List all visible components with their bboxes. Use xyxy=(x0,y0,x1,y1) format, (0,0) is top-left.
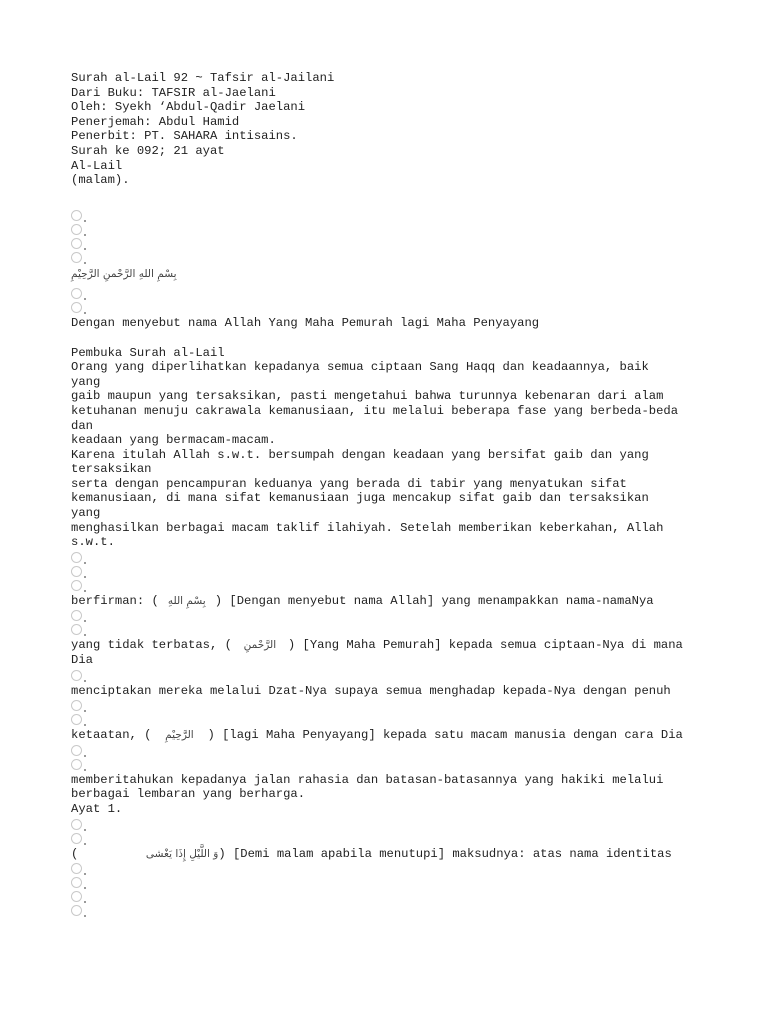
tafsir-text: ) [Yang Maha Pemurah] kepada semua ciptaan-Nya di mana xyxy=(287,638,683,653)
ayat-label: Ayat 1. xyxy=(71,802,123,816)
arabic-phrase: بِسْمِ اللهِ xyxy=(167,594,206,607)
tafsir-line xyxy=(71,847,711,862)
placeholder-glyph-icon xyxy=(71,819,82,830)
placeholder-glyph-icon xyxy=(71,700,82,711)
tafsir-line: Dia xyxy=(71,653,93,668)
tafsir-line: memberitahukan kepadanya jalan rahasia dan batasan-batasannya yang hakiki melalui xyxy=(71,772,664,787)
arabic-phrase: الرَّحْمنِ xyxy=(243,639,277,652)
arabic-phrase: وَ اللَّيْلِ إِذَا يَغْشى xyxy=(145,847,219,860)
placeholder-glyph-icon xyxy=(71,891,82,902)
paragraph-line: yang xyxy=(71,374,101,389)
translator-line: Penerjemah: Abdul Hamid xyxy=(71,114,240,129)
book-line: Dari Buku: TAFSIR al-Jaelani xyxy=(71,85,276,100)
paragraph-line: Karena itulah Allah s.w.t. bersumpah dengan keadaan yang bersifat gaib dan yang xyxy=(71,447,649,462)
placeholder-glyph-icon xyxy=(71,288,82,299)
surah-name-line: Al-Lail xyxy=(71,158,123,173)
placeholder-glyph-icon xyxy=(71,566,82,577)
placeholder-glyph-icon xyxy=(71,670,82,681)
placeholder-glyph-icon xyxy=(71,210,82,221)
tafsir-text: berfirman: ( xyxy=(71,593,159,608)
placeholder-glyph-icon xyxy=(71,610,82,621)
paragraph-line: dan xyxy=(71,418,93,433)
publisher-line: Penerbit: PT. SAHARA intisains. xyxy=(71,129,298,144)
paragraph-line: kemanusiaan, di mana sifat kemanusiaan juga mencakup sifat gaib dan tersaksikan xyxy=(71,491,649,506)
paragraph-line: ketuhanan menuju cakrawala kemanusiaan, itu melalui beberapa fase yang berbeda-beda xyxy=(71,403,679,418)
placeholder-glyph-icon xyxy=(71,624,82,635)
basmalah-arabic: بِسْمِ اللهِ الرَّحْمنِ الرَّحِيْمِ xyxy=(71,268,177,281)
tafsir-text: ) [Demi malam apabila menutupi] maksudnya: atas nama identitas xyxy=(218,846,672,861)
placeholder-glyph-icon xyxy=(71,905,82,916)
placeholder-glyph-icon xyxy=(71,252,82,263)
surah-meaning-line: (malam). xyxy=(71,173,130,188)
tafsir-text: ( xyxy=(71,846,79,861)
tafsir-line xyxy=(71,728,711,743)
tafsir-line: menciptakan mereka melalui Dzat-Nya supaya semua menghadap kepada-Nya dengan penuh xyxy=(71,683,671,698)
paragraph-line: Orang yang diperlihatkan kepadanya semua ciptaan Sang Haqq dan keadaannya, baik xyxy=(71,360,649,375)
placeholder-glyph-icon xyxy=(71,552,82,563)
tafsir-text: ) [Dengan menyebut nama Allah] yang menampakkan nama-namaNya xyxy=(214,593,654,608)
placeholder-glyph-icon xyxy=(71,238,82,249)
tafsir-text: ketaatan, ( xyxy=(71,728,152,743)
placeholder-glyph-icon xyxy=(71,580,82,591)
arabic-phrase: الرَّحِيْمِ xyxy=(165,729,194,742)
paragraph-line: serta dengan pencampuran keduanya yang berada di tabir yang menyatukan sifat xyxy=(71,476,627,491)
placeholder-glyph-icon xyxy=(71,833,82,844)
paragraph-line: tersaksikan xyxy=(71,462,152,477)
placeholder-glyph-icon xyxy=(71,714,82,725)
placeholder-glyph-icon xyxy=(71,745,82,756)
paragraph-line: yang xyxy=(71,506,101,521)
placeholder-glyph-icon xyxy=(71,863,82,874)
tafsir-line: berbagai lembaran yang berharga. xyxy=(71,787,306,802)
doc-title: Surah al-Lail 92 ~ Tafsir al-Jailani xyxy=(71,71,335,85)
basmalah-translation: Dengan menyebut nama Allah Yang Maha Pemurah lagi Maha Penyayang xyxy=(71,316,540,331)
author-line: Oleh: Syekh ‘Abdul-Qadir Jaelani xyxy=(71,100,306,115)
basmalah-arabic-row xyxy=(71,266,711,282)
placeholder-glyph-icon xyxy=(71,302,82,313)
tafsir-text: ) [lagi Maha Penyayang] kepada satu macam manusia dengan cara Dia xyxy=(207,728,683,743)
document-page xyxy=(71,71,711,919)
tafsir-text: yang tidak terbatas, ( xyxy=(71,638,232,653)
tafsir-line xyxy=(71,638,711,653)
placeholder-glyph-icon xyxy=(71,877,82,888)
tafsir-line xyxy=(71,594,711,609)
paragraph-line: keadaan yang bermacam-macam. xyxy=(71,433,276,448)
paragraph-line: s.w.t. xyxy=(71,535,115,550)
section-heading: Pembuka Surah al-Lail xyxy=(71,345,225,360)
placeholder-glyph-icon xyxy=(71,759,82,770)
placeholder-glyph-icon xyxy=(71,224,82,235)
paragraph-line: gaib maupun yang tersaksikan, pasti mengetahui bahwa turunnya kebenaran dari alam xyxy=(71,389,664,404)
paragraph-line: menghasilkan berbagai macam taklif ilahiyah. Setelah memberikan keberkahan, Allah xyxy=(71,520,664,535)
surah-info-line: Surah ke 092; 21 ayat xyxy=(71,143,225,158)
